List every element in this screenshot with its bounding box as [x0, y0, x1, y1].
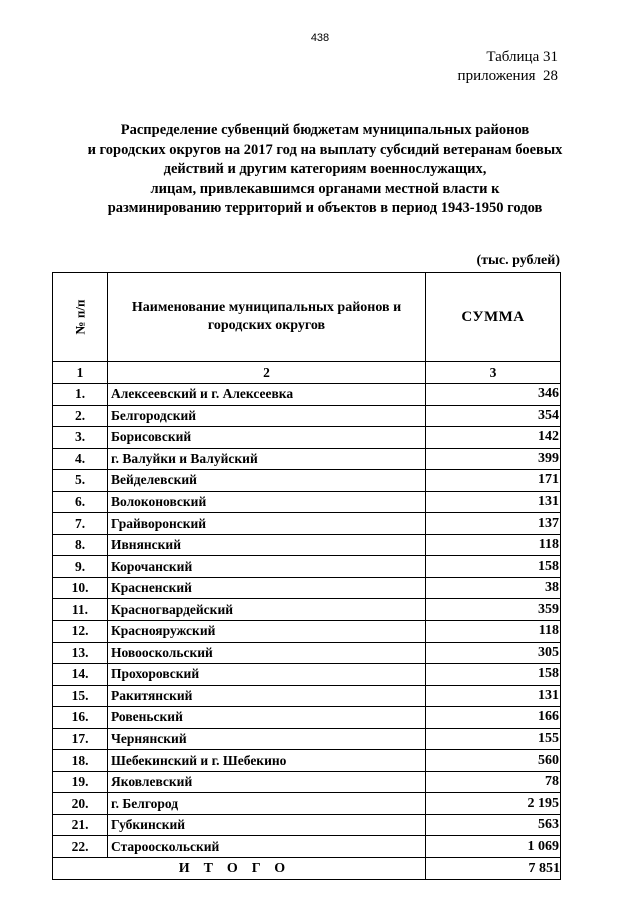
row-number: 19. [53, 771, 108, 793]
table-row [53, 448, 561, 470]
row-number: 7. [53, 513, 108, 535]
row-number: 20. [53, 793, 108, 815]
table-row [53, 750, 561, 772]
row-number: 1. [53, 384, 108, 406]
row-number: 11. [53, 599, 108, 621]
table-row [53, 491, 561, 513]
header-row [53, 273, 561, 362]
row-sum: 158 [426, 664, 561, 686]
table-reference-line: Таблица 31 [486, 49, 558, 65]
row-number: 16. [53, 707, 108, 729]
title-line: и городских округов на 2017 год на выплату субсидий ветеранам боевых [87, 141, 563, 158]
row-number: 8. [53, 534, 108, 556]
row-name: г. Валуйки и Валуйский [108, 448, 426, 470]
row-sum: 560 [426, 750, 561, 772]
row-name: Ракитянский [108, 685, 426, 707]
row-name: г. Белгород [108, 793, 426, 815]
units-label: (тыс. рублей) [476, 253, 560, 268]
table-row [53, 621, 561, 643]
row-name: Волоконовский [108, 491, 426, 513]
row-sum: 158 [426, 556, 561, 578]
row-sum: 155 [426, 728, 561, 750]
table-reference [458, 48, 558, 86]
table-row [53, 664, 561, 686]
title-line: действий и другим категориям военнослужащих, [163, 161, 487, 177]
table-row [53, 793, 561, 815]
row-name: Алексеевский и г. Алексеевка [108, 384, 426, 406]
table-body [53, 384, 561, 858]
table-row [53, 427, 561, 449]
row-name: Краснояружский [108, 621, 426, 643]
document-title [40, 121, 610, 219]
row-sum: 171 [426, 470, 561, 492]
row-name: Чернянский [108, 728, 426, 750]
row-sum: 346 [426, 384, 561, 406]
row-sum: 563 [426, 814, 561, 836]
column-index: 3 [426, 362, 561, 384]
total-sum: 7 851 [426, 858, 561, 880]
table-row [53, 771, 561, 793]
row-number: 10. [53, 577, 108, 599]
column-index: 1 [53, 362, 108, 384]
row-number: 6. [53, 491, 108, 513]
row-name: Корочанский [108, 556, 426, 578]
row-sum: 166 [426, 707, 561, 729]
table-row [53, 577, 561, 599]
row-name: Красненский [108, 577, 426, 599]
table-row [53, 642, 561, 664]
table-row [53, 836, 561, 858]
row-sum: 78 [426, 771, 561, 793]
table-row [53, 470, 561, 492]
row-name: Новооскольский [108, 642, 426, 664]
row-number: 12. [53, 621, 108, 643]
table-row [53, 728, 561, 750]
table-row [53, 513, 561, 535]
table-row [53, 599, 561, 621]
row-sum: 142 [426, 427, 561, 449]
title-line: лицам, привлекавшимся органами местной власти к [150, 180, 500, 197]
row-name: Яковлевский [108, 771, 426, 793]
column-index-row [53, 362, 561, 384]
row-name: Красногвардейский [108, 599, 426, 621]
row-name: Борисовский [108, 427, 426, 449]
row-sum: 399 [426, 448, 561, 470]
row-name: Губкинский [108, 814, 426, 836]
page-number: 438 [310, 32, 330, 44]
row-name: Ивнянский [108, 534, 426, 556]
table-row [53, 556, 561, 578]
row-number: 3. [53, 427, 108, 449]
table-row [53, 384, 561, 406]
row-name: Вейделевский [108, 470, 426, 492]
header-number-cell [53, 273, 108, 362]
row-number: 21. [53, 814, 108, 836]
row-sum: 118 [426, 621, 561, 643]
row-name: Белгородский [108, 405, 426, 427]
row-sum: 2 195 [426, 793, 561, 815]
header-number-label: № п/п [72, 299, 87, 335]
row-sum: 131 [426, 491, 561, 513]
row-number: 2. [53, 405, 108, 427]
total-label: ИТОГО [53, 858, 426, 880]
row-sum: 137 [426, 513, 561, 535]
header-sum-cell: СУММА [426, 273, 561, 362]
column-index: 2 [108, 362, 426, 384]
table-row [53, 534, 561, 556]
row-sum: 131 [426, 685, 561, 707]
row-sum: 118 [426, 534, 561, 556]
row-number: 5. [53, 470, 108, 492]
row-name: Прохоровский [108, 664, 426, 686]
row-number: 22. [53, 836, 108, 858]
row-number: 13. [53, 642, 108, 664]
row-name: Старооскольский [108, 836, 426, 858]
row-sum: 359 [426, 599, 561, 621]
total-row [53, 858, 561, 880]
title-line: Распределение субвенций бюджетам муниципальных районов [120, 122, 530, 138]
row-sum: 38 [426, 577, 561, 599]
row-number: 17. [53, 728, 108, 750]
row-sum: 1 069 [426, 836, 561, 858]
table-row [53, 685, 561, 707]
row-number: 15. [53, 685, 108, 707]
table-row [53, 814, 561, 836]
row-sum: 354 [426, 405, 561, 427]
subvention-table [52, 272, 561, 880]
row-number: 9. [53, 556, 108, 578]
table-row [53, 405, 561, 427]
row-number: 4. [53, 448, 108, 470]
title-line: разминированию территорий и объектов в период 1943-1950 годов [107, 200, 543, 216]
row-sum: 305 [426, 642, 561, 664]
table-row [53, 707, 561, 729]
row-name: Шебекинский и г. Шебекино [108, 750, 426, 772]
row-number: 14. [53, 664, 108, 686]
row-number: 18. [53, 750, 108, 772]
appendix-reference-line: приложения 28 [457, 68, 558, 84]
header-name-cell: Наименование муниципальных районов и городских округов [108, 273, 426, 362]
row-name: Ровеньский [108, 707, 426, 729]
row-name: Грайворонский [108, 513, 426, 535]
